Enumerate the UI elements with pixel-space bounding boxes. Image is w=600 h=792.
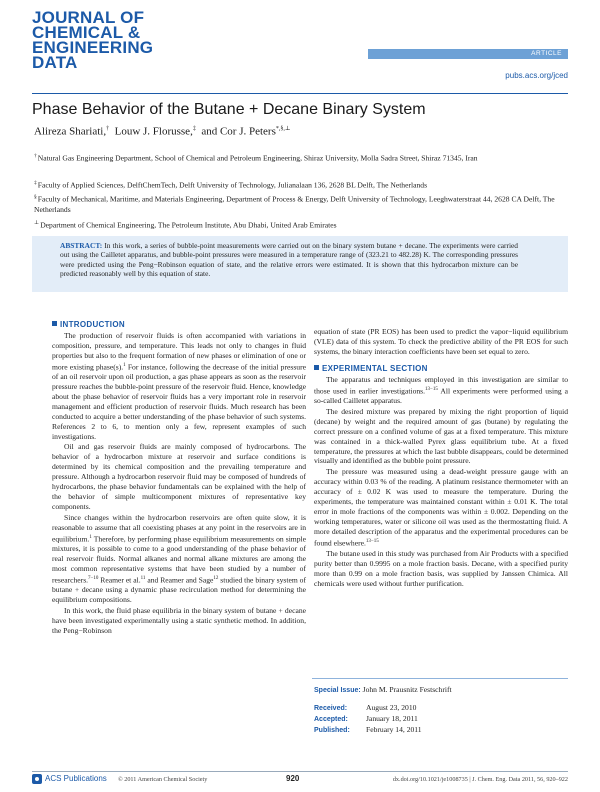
affiliation: §Faculty of Mechanical, Maritime, and Materials Engineering, Department of Process & Energy, Delft University of Technology, Leeghwaterstraat 44, 2628 CA Delft, The Netherlands bbox=[34, 194, 555, 214]
special-issue: Special Issue: John M. Prausnitz Festschrift bbox=[314, 685, 452, 694]
right-column bbox=[314, 327, 568, 589]
abstract-box bbox=[32, 236, 568, 292]
paragraph: Since changes within the hydrocarbon reservoirs are often quite slow, it is reasonable to assume that all coexisting phases at any point in the reservoirs are in equilibrium.$^1$ Therefore, by performing phase equilibrium measurements on simple mixtures, it is possible to come to a good understanding of the phase behavior of real reservoir fluids. Normal alkanes and normal alkane mixtures are among the most common representative systems that have been studied by a number of researchers.$^{7-10}$ Reamer et al.$^{11}$ and Reamer and Sage$^{12}$ studied the binary system of butane + decane using a dynamic phase recirculation method for determining the equilibrium compositions. bbox=[52, 512, 306, 605]
reference-link[interactable]: 13−15 bbox=[365, 538, 379, 544]
author-name[interactable]: and Cor J. Peters bbox=[201, 125, 276, 138]
reference-link[interactable]: 11 bbox=[140, 575, 146, 581]
reference-link[interactable]: 12 bbox=[213, 575, 219, 581]
accepted-date: Accepted: January 18, 2011 bbox=[314, 714, 418, 723]
header-divider bbox=[32, 93, 568, 94]
paragraph: The butane used in this study was purchased from Air Products with a specified purity better than 0.9995 on a mole fraction basis. Decane, with a specified purity more than 0.99 on a mole fraction basis, was supplied by Janssen Chimica. All chemicals were used without further purification. bbox=[314, 549, 568, 588]
square-bullet-icon bbox=[314, 365, 319, 370]
affiliation: ‡Faculty of Applied Sciences, DelftChemTech, Delft University of Technology, Julianalaan 136, 2628 BL Delft, The Netherlands bbox=[34, 180, 428, 190]
author-name[interactable]: Alireza Shariati, bbox=[34, 125, 107, 138]
paragraph: The pressure was measured using a dead-weight pressure gauge with an accuracy within 0.03 % of the reading. A platinum resistance thermometer with an accuracy of ± 0.02 K was used to measure the temperature. During the experiments, the temperature was maintained constant within ± 0.01 K. The total error in mole fractions of the components was within ± 0.002. Depending on the working temperatures, water or silicone oil was used as the thermostatting fluid. A more detailed description of the apparatus and the experimental procedures can be found elsewhere.$^{13-15}$ bbox=[314, 467, 568, 548]
received-date: Received: August 23, 2010 bbox=[314, 703, 417, 712]
square-bullet-icon bbox=[52, 321, 57, 326]
author-list bbox=[34, 125, 574, 138]
author-mark: † bbox=[106, 126, 110, 132]
affiliation: ⊥Department of Chemical Engineering, The Petroleum Institute, Abu Dhabi, United Arab Emirates bbox=[34, 220, 337, 230]
abstract-text: In this work, a series of bubble-point measurements were carried out on the binary system butane + decane. The experiments were carried out using the Cailletet apparatus, and bubble-point pressures were measured in a temperature range of (323.21 to 482.28) K. The corresponding pressures were predicted using the Peng−Robinson equation of state, and the relative errors were estimated. It is shown that this hydrocarbon mixture can be predicted reasonably well by this equation of state. bbox=[60, 241, 518, 279]
section-heading-experimental: EXPERIMENTAL SECTION bbox=[314, 364, 568, 374]
paragraph: equation of state (PR EOS) has been used to predict the vapor−liquid equilibrium (VLE) data of this system. To check the predictive ability of the PR EOS for such systems, the binary interaction coefficients have been set equal to zero. bbox=[314, 327, 568, 356]
affiliation: †Natural Gas Engineering Department, School of Chemical and Petroleum Engineering, Shiraz University, Molla Sadra Street, Shiraz 71345, Iran bbox=[34, 153, 478, 163]
meta-divider bbox=[312, 678, 568, 679]
author-name[interactable]: Louw J. Florusse, bbox=[114, 125, 193, 138]
reference-link[interactable]: 13−15 bbox=[425, 386, 438, 392]
paragraph: The apparatus and techniques employed in this investigation are similar to those used in earlier investigations.$^{13-15}$ All experiments were performed using a so-called Cailletet apparatus. bbox=[314, 374, 569, 405]
journal-url-link[interactable]: pubs.acs.org/jced bbox=[505, 71, 568, 80]
paragraph: In this work, the fluid phase equilibria in the binary system of butane + decane have been investigated experimentally using a static synthetic method. In addition, the Peng−Robinson bbox=[52, 605, 306, 635]
section-heading-introduction: INTRODUCTION bbox=[52, 320, 306, 330]
acs-shield-icon bbox=[32, 774, 42, 784]
journal-title: JOURNAL OF CHEMICAL & ENGINEERING DATA bbox=[32, 8, 154, 72]
copyright: © 2011 American Chemical Society bbox=[118, 776, 208, 783]
citation-doi-link[interactable]: dx.doi.org/10.1021/je1008735 | J. Chem. Eng. Data 2011, 56, 920–922 bbox=[392, 776, 568, 783]
reference-link[interactable]: 1 bbox=[89, 534, 92, 540]
page-number: 920 bbox=[286, 774, 300, 783]
published-date: Published: February 14, 2011 bbox=[314, 725, 422, 734]
reference-link[interactable]: 7−10 bbox=[88, 575, 99, 581]
paragraph: The desired mixture was prepared by mixing the right proportion of liquid (decane) by weight and the required amount of gas (butane) by regulating the correct pressure on a confined volume of gas at a fixed temperature. This mixture was contained in a thick-walled Pyrex glass equilibrium tube. At a fixed temperature, the pressures at which the last bubble disappears, could be determined visually and identified as the bubble point pressure. bbox=[314, 406, 568, 466]
reference-link[interactable]: 1 bbox=[123, 362, 126, 368]
author-mark: ‡ bbox=[192, 126, 196, 132]
footer-divider bbox=[32, 771, 568, 772]
abstract-label: ABSTRACT: bbox=[60, 241, 103, 250]
paragraph: Oil and gas reservoir fluids are mainly composed of hydrocarbons. The behavior of a hydrocarbon mixture at reservoir and surface conditions is determined by its chemical composition and the prevailing temperature and pressure. Although a hydrocarbon reservoir fluid may be composed of hundreds of hydrocarbons, the phase behavior fundamentals can be explained with the help of the behavior of simple multicomponent mixtures of representative key components. bbox=[52, 442, 306, 511]
acs-publications-logo[interactable]: ACS Publications bbox=[32, 773, 107, 784]
article-tag: ARTICLE bbox=[368, 49, 568, 59]
paper-title: Phase Behavior of the Butane + Decane Binary System bbox=[32, 101, 426, 118]
paragraph: The production of reservoir fluids is often accompanied with variations in composition, pressure, and temperature. This leads not only to changes in fluid properties but also to the frequent formation of new phases or elimination of one or more existing phase(s).$^1$ For instance, following the decrease of the initial pressure of an oil reservoir upon oil production, a gas phase appears as soon as the reservoir pressure reaches the bubble-point pressure of the reservoir fluid. Hence, knowledge about the phase behavior of reservoir fluids has a very important role in reservoir management and efficient production of reservoir fluids. Much research has been conducted to acquire a better understanding of the phase behavior of such systems. References 2 to 6, to mention only a few, represent examples of such investigations. bbox=[52, 330, 306, 441]
left-column bbox=[52, 320, 306, 636]
author-mark: *,§,⊥ bbox=[275, 126, 291, 132]
